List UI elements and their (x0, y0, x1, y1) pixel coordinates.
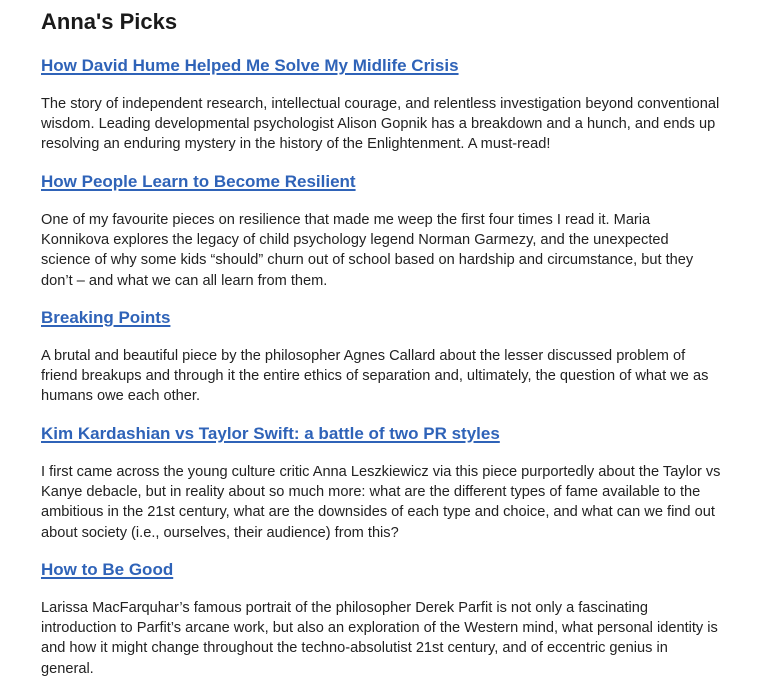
article-description: A brutal and beautiful piece by the philosopher Agnes Callard about the lesser discussed problem of friend breakups and through it the entire ethics of separation and, ultimately, the question of what we as humans owe each other. (41, 348, 709, 405)
article-description: One of my favourite pieces on resilience that made me weep the first four times I read it. Maria Konnikova explores the legacy of child psychology legend Norman Garmezy, and the unexpected science of why some kids “should” churn out of school based on hardship and circumstance, but they don’t – and what we can all learn from them. (41, 212, 694, 289)
article-link-resilience[interactable]: How People Learn to Become Resilient (41, 172, 356, 191)
article-link-pr-styles[interactable]: Kim Kardashian vs Taylor Swift: a battle of two PR styles (41, 424, 500, 443)
article-description: Larissa MacFarquhar’s famous portrait of the philosopher Derek Parfit is not only a fascinating introduction to Parfit’s arcane work, but also an exploration of the Western mind, what personal identity is and how it might change throughout the techno-absolutist 21st century, and of eccentric genius in general. (41, 600, 718, 677)
article-description: I first came across the young culture critic Anna Leszkiewicz via this piece purportedly about the Taylor vs Kanye debacle, but in reality about so much more: what are the different types of fame available to the ambitious in the 21st century, what are the downsides of each type and choice, and what can we find out about society (i.e., ourselves, their audience) from this? (41, 464, 721, 541)
article-link-breaking-points[interactable]: Breaking Points (41, 308, 171, 327)
article-description: The story of independent research, intellectual courage, and relentless investigation beyond conventional wisdom. Leading developmental psychologist Alison Gopnik has a breakdown and a hunch, and ends up resolving an enduring mystery in the history of the Enlightenment. A must-read! (41, 96, 720, 153)
article-link-david-hume[interactable]: How David Hume Helped Me Solve My Midlife Crisis (41, 56, 459, 75)
page-title: Anna's Picks (41, 9, 178, 34)
article-link-how-to-be-good[interactable]: How to Be Good (41, 560, 174, 579)
